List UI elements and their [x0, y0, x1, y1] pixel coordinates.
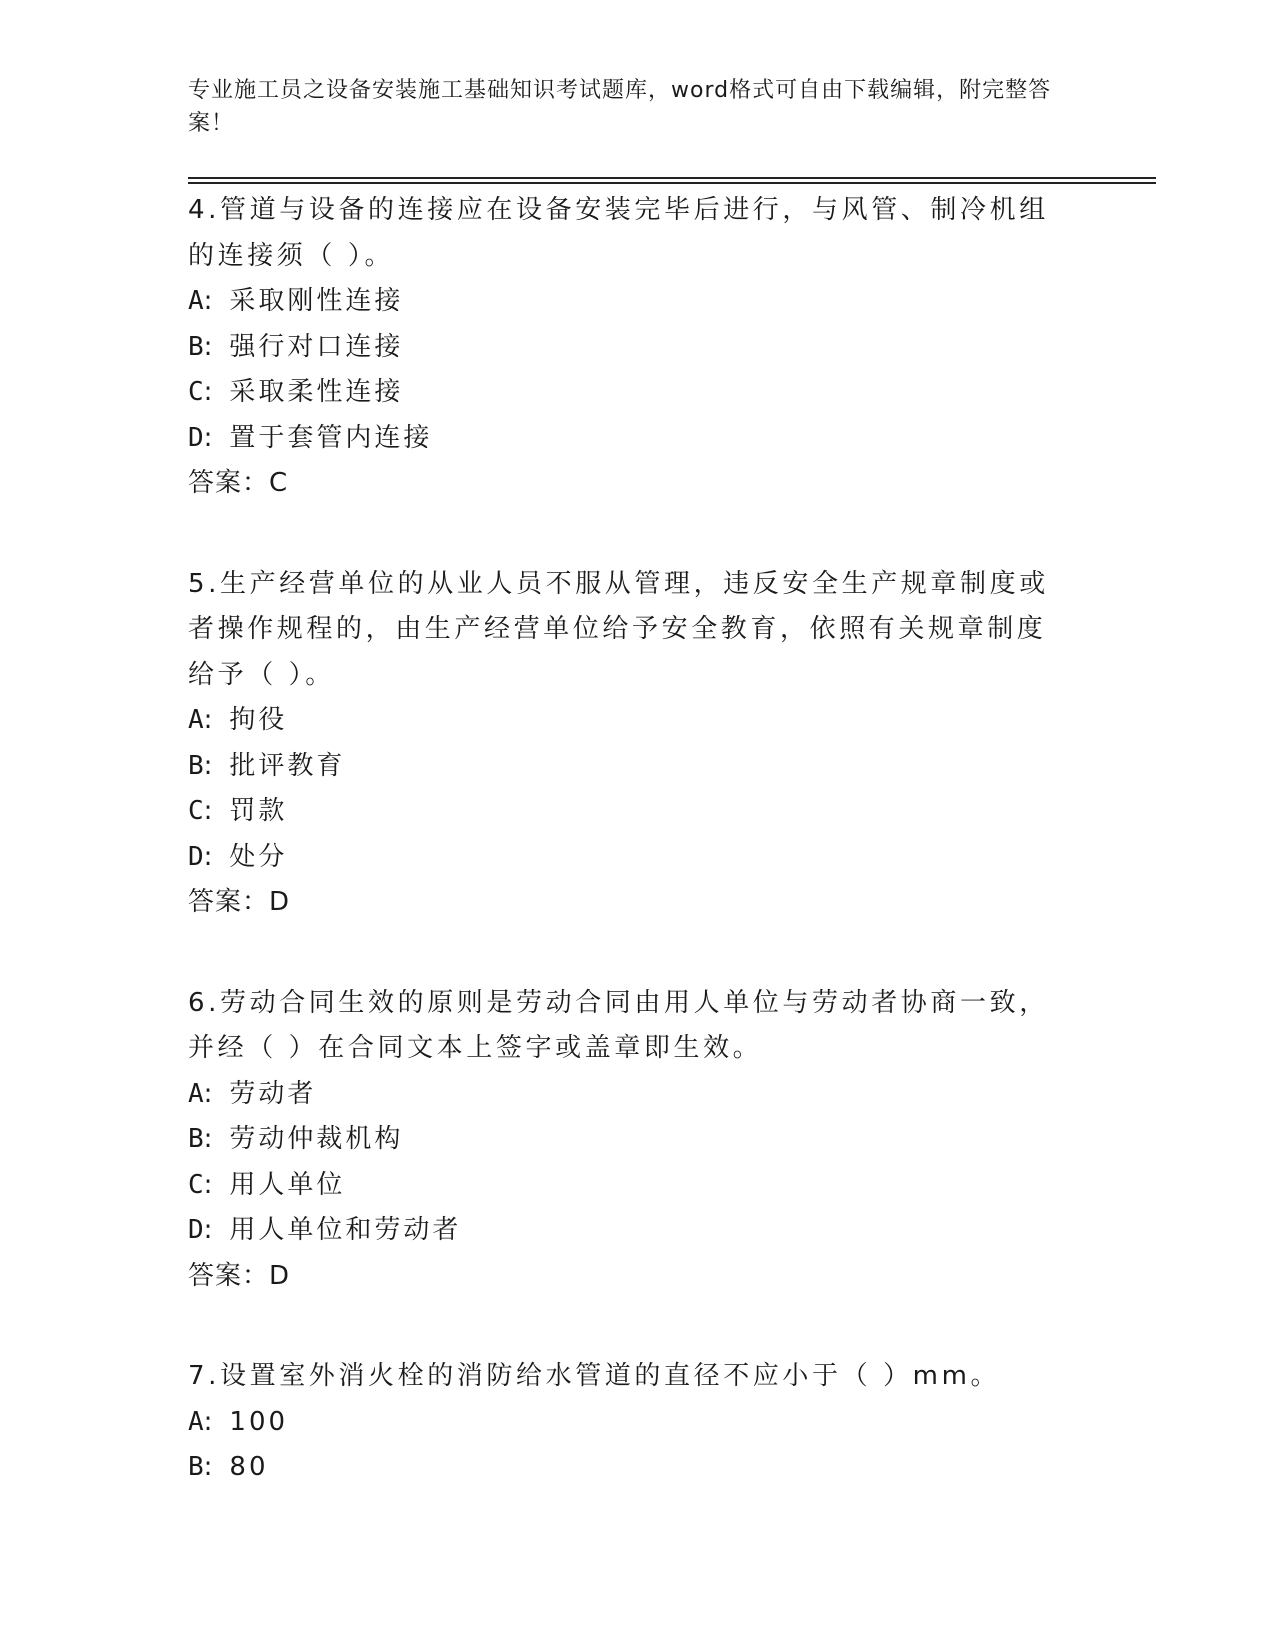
- option-c: C: 用人单位: [188, 1169, 346, 1200]
- option-c: C: 采取柔性连接: [188, 377, 404, 407]
- question-4: [188, 188, 1068, 507]
- question-text: 6.劳动合同生效的原则是劳动合同由用人单位与劳动者协商一致，并经（ ）在合同文本上签字或盖章即生效。: [188, 987, 1049, 1063]
- question-list: [188, 188, 1068, 1546]
- header-rule-bottom: [188, 182, 1156, 184]
- question-text: 4.管道与设备的连接应在设备安装完毕后进行，与风管、制冷机组的连接须（ ）。: [188, 195, 1049, 271]
- option-a: A: 100: [188, 1406, 289, 1437]
- answer: 答案：C: [188, 468, 289, 498]
- option-a: A: 拘役: [188, 705, 288, 735]
- header-rule-top: [188, 177, 1156, 179]
- option-b: B: 强行对口连接: [188, 331, 404, 362]
- option-d: D: 处分: [188, 841, 288, 872]
- question-6: [188, 981, 1068, 1300]
- option-d: D: 置于套管内连接: [188, 422, 433, 453]
- question-7: [188, 1354, 1068, 1491]
- option-c: C: 罚款: [188, 796, 288, 826]
- question-text: 7.设置室外消火栓的消防给水管道的直径不应小于（ ）mm。: [188, 1361, 1001, 1391]
- option-b: B: 批评教育: [188, 750, 346, 781]
- option-b: B: 80: [188, 1452, 269, 1482]
- answer: 答案：D: [188, 1260, 291, 1291]
- question-text: 5.生产经营单位的从业人员不服从管理，违反安全生产规章制度或者操作规程的，由生产经营单位给予安全教育，依照有关规章制度给予（ ）。: [188, 568, 1049, 690]
- question-5: [188, 562, 1068, 926]
- document-header: 专业施工员之设备安装施工基础知识考试题库，word格式可自由下载编辑，附完整答案！: [188, 78, 1052, 136]
- option-b: B: 劳动仲裁机构: [188, 1124, 404, 1154]
- option-d: D: 用人单位和劳动者: [188, 1215, 462, 1245]
- answer: 答案：D: [188, 887, 291, 917]
- option-a: A: 采取刚性连接: [188, 286, 404, 316]
- option-a: A: 劳动者: [188, 1078, 317, 1109]
